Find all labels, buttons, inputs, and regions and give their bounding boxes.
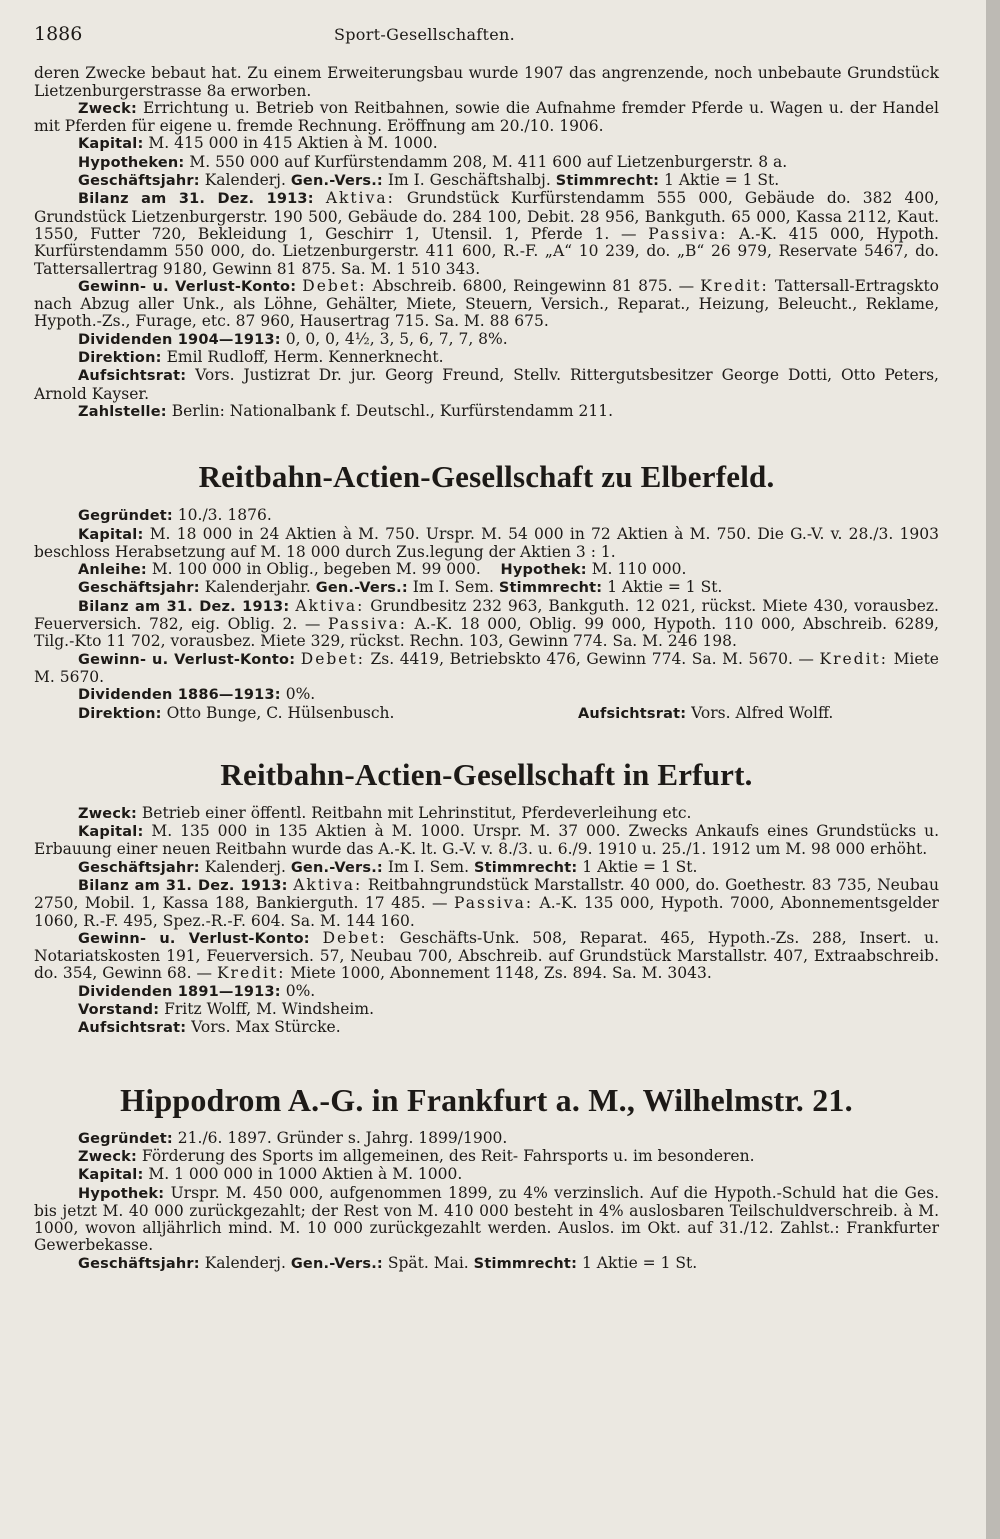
genvers-label: Gen.-Vers.: — [290, 1255, 383, 1272]
geschaeftsjahr-line — [34, 172, 939, 190]
bilanz-line — [34, 190, 939, 277]
zweck-text: Förderung des Sports im allgemeinen, des Reit- Fahrsports u. im besonderen. — [141, 1146, 755, 1165]
guv-label: Gewinn- u. Verlust-Konto: — [78, 930, 310, 947]
company-title-hippodrom: Hippodrom A.-G. in Frankfurt a. M., Wilhelmstr. 21. — [120, 1081, 853, 1118]
kapital-label: Kapital: — [78, 1167, 144, 1184]
bilanz-label: Bilanz am 31. Dez. 1913: — [78, 191, 314, 208]
geschaeftsjahr-label: Geschäftsjahr: — [78, 1255, 200, 1272]
bilanz-aktiva-text: Grundbesitz 232 963, Bankguth. 12 021, rückst. Miete 430, vorausbez. Feuerversich. 782, eig. Oblig. 2. — — [34, 596, 939, 634]
hypothek-label: Hypothek: — [78, 1185, 165, 1202]
entry-erfurt — [34, 805, 939, 1038]
zahlstelle-label: Zahlstelle: — [78, 403, 167, 420]
dividenden-text: 0, 0, 0, 4½, 3, 5, 6, 7, 7, 8%. — [285, 329, 508, 348]
stimmrecht-label: Stimmrecht: — [473, 859, 578, 876]
kapital-label: Kapital: — [78, 526, 144, 543]
aktiva-word: Aktiva: — [325, 189, 395, 208]
vorstand-line — [34, 1001, 939, 1019]
kapital-text: M. 135 000 in 135 Aktien à M. 1000. Urspr. M. 37 000. Zwecks Ankaufs eines Grundstücks u. Erbauung einer neuen Reitbahn wurde das A.-K. lt. G.-V. v. 8./3. u. 6./9. 1910 u. 25./1. 1912 um M. 98 000 erhöht. — [34, 822, 939, 859]
kapital-label: Kapital: — [78, 136, 144, 153]
bilanz-passiva-text: A.-K. 18 000, Oblig. 99 000, Hypoth. 110 000, Abschreib. 6289, Tilg.-Kto 11 702, vorausbez. Miete 329, rückst. Rechn. 103, Gewinn 774. Sa. M. 246 198. — [34, 615, 939, 651]
dividenden-label: Dividenden 1886—1913: — [78, 687, 281, 704]
anleihe-text: M. 100 000 in Oblig., begeben M. 99 000. — [151, 560, 481, 579]
guv-kredit-text: Tattersall-Ertragskto nach Abzug aller Unk., als Löhne, Gehälter, Miete, Steuern, Versich., Reparat., Heizung, Beleucht., Reklame, Hypoth.-Zs., Furage, etc. 87 960, Hausertrag 715. Sa. M. 88 675. — [34, 276, 940, 331]
debet-word: Debet: — [302, 276, 367, 295]
hypothek-line — [34, 1185, 939, 1255]
bilanz-line — [34, 877, 939, 930]
geschaeftsjahr-text: Kalenderjahr. — [204, 578, 311, 597]
zahlstelle-text: Berlin: Nationalbank f. Deutschl., Kurfürstendamm 211. — [171, 401, 613, 420]
geschaeftsjahr-text: Kalenderj. — [204, 1253, 286, 1272]
gegruendet-line — [34, 1130, 939, 1148]
passiva-word: Passiva: — [454, 894, 534, 913]
aufsichtsrat-text: Vors. Alfred Wolff. — [691, 703, 834, 722]
hypothek-text: M. 110 000. — [591, 560, 687, 579]
aufsichtsrat-cell — [534, 705, 833, 723]
guv-kredit-text: Miete 1000, Abonnement 1148, Zs. 894. Sa. M. 3043. — [290, 964, 712, 983]
page-number: 1886 — [34, 23, 83, 45]
genvers-text: Im I. Sem. — [412, 578, 494, 597]
anleihe-label: Anleihe: — [78, 562, 147, 579]
running-title: Sport-Gesellschaften. — [334, 25, 516, 44]
kredit-word: Kredit: — [819, 649, 888, 668]
guv-kredit-text: Miete M. 5670. — [34, 649, 939, 686]
debet-word: Debet: — [300, 649, 365, 668]
direktion-text: Otto Bunge, C. Hülsenbusch. — [166, 703, 395, 722]
zweck-label: Zweck: — [78, 100, 137, 117]
vorstand-label: Vorstand: — [78, 1002, 160, 1019]
gegruendet-text: 10./3. 1876. — [177, 506, 272, 525]
kapital-line — [34, 526, 939, 562]
dividenden-line — [34, 983, 939, 1001]
kredit-word: Kredit: — [216, 964, 286, 983]
genvers-label: Gen.-Vers.: — [315, 580, 408, 597]
kredit-word: Kredit: — [700, 276, 769, 295]
dividenden-label: Dividenden 1904—1913: — [78, 331, 281, 348]
guv-line — [34, 930, 939, 983]
aktiva-word: Aktiva: — [293, 875, 363, 894]
kapital-text: M. 18 000 in 24 Aktien à M. 750. Urspr. M. 54 000 in 72 Aktien à M. 750. Die G.-V. v. 28./3. 1903 beschloss Herabsetzung auf M. 18 000 durch Zus.legung der Aktien 3 : 1. — [34, 524, 939, 561]
genvers-label: Gen.-Vers.: — [290, 173, 383, 190]
bilanz-label: Bilanz am 31. Dez. 1913: — [78, 877, 288, 894]
aufsichtsrat-label: Aufsichtsrat: — [78, 368, 187, 385]
direktion-label: Direktion: — [78, 705, 162, 722]
gegruendet-line — [34, 507, 939, 525]
aufsichtsrat-label: Aufsichtsrat: — [78, 1020, 187, 1037]
genvers-label: Gen.-Vers.: — [290, 859, 383, 876]
bilanz-passiva-text: A.-K. 415 000, Hypoth. Kurfürstendamm 550 000, do. Lietzenburgerstr. 411 600, R.-F. „A“ 10 239, do. „B“ 26 979, Reservate 5467, do. Tattersallertrag 9180, Gewinn 81 875. Sa. M. 1 510 343. — [34, 224, 939, 278]
company-title-elberfeld: Reitbahn-Actien-Gesellschaft zu Elberfeld. — [198, 459, 775, 495]
dividenden-text: 0%. — [285, 981, 316, 1000]
dividenden-line — [34, 686, 939, 704]
gegruendet-text: 21./6. 1897. Gründer s. Jahrg. 1899/1900. — [177, 1128, 508, 1147]
dividenden-label: Dividenden 1891—1913: — [78, 983, 281, 1000]
page-header — [34, 23, 939, 45]
aufsichtsrat-line — [34, 367, 939, 403]
zweck-text: Betrieb einer öffentl. Reitbahn mit Lehrinstitut, Pferdeverleihung etc. — [141, 803, 692, 822]
bilanz-aktiva-text: Reitbahngrundstück Marstallstr. 40 000, do. Goethestr. 83 735, Neubau 2750, Mobil. 1, Kassa 188, Bankierguth. 17 485. — — [34, 875, 939, 913]
kapital-text: M. 1 000 000 in 1000 Aktien à M. 1000. — [148, 1165, 463, 1184]
guv-label: Gewinn- u. Verlust-Konto: — [78, 278, 297, 295]
bilanz-label: Bilanz am 31. Dez. 1913: — [78, 598, 290, 615]
passiva-word: Passiva: — [648, 224, 728, 243]
guv-debet-text: Abschreib. 6800, Reingewinn 81 875. — — [372, 276, 695, 295]
document-page — [34, 23, 940, 1273]
hypothek-label: Hypothek: — [500, 562, 587, 579]
vorstand-text: Fritz Wolff, M. Windsheim. — [164, 1000, 375, 1019]
stimmrecht-label: Stimmrecht: — [498, 580, 603, 597]
genvers-text: Im I. Geschäftshalbj. — [387, 171, 551, 190]
entry-hippodrom — [34, 1130, 939, 1273]
zweck-line — [34, 1148, 939, 1166]
zweck-line — [34, 100, 939, 136]
kapital-line — [34, 1166, 939, 1184]
kapital-line — [34, 135, 939, 153]
geschaeftsjahr-line — [34, 859, 939, 877]
stimmrecht-text: 1 Aktie = 1 St. — [664, 171, 780, 190]
direktion-aufsichtsrat-line — [34, 705, 939, 723]
guv-debet-text: Geschäfts-Unk. 508, Reparat. 465, Hypoth.-Zs. 288, Insert. u. Notariatskosten 191, Feuerversich. 57, Neubau 700, Abschreib. auf Grundstück Marstallstr. 407, Extraabschreib. do. 354, Gewinn 68. — — [34, 928, 939, 983]
zweck-text: Errichtung u. Betrieb von Reitbahnen, sowie die Aufnahme fremder Pferde u. Wagen u. der Handel mit Pferden für eigene u. fremde Rechnung. Eröffnung am 20./10. 1906. — [34, 98, 939, 136]
aktiva-word: Aktiva: — [295, 596, 365, 615]
intro-text: deren Zwecke bebaut hat. Zu einem Erweiterungsbau wurde 1907 das angrenzende, noch unbebaute Grundstück Lietzenburgerstrasse 8a erworben. — [34, 64, 939, 100]
geschaeftsjahr-label: Geschäftsjahr: — [78, 173, 200, 190]
direktion-cell — [34, 705, 534, 723]
guv-line — [34, 651, 939, 687]
company-title-erfurt: Reitbahn-Actien-Gesellschaft in Erfurt. — [220, 756, 753, 792]
geschaeftsjahr-line — [34, 579, 939, 597]
hypotheken-label: Hypotheken: — [78, 154, 185, 171]
genvers-text: Spät. Mai. — [387, 1253, 469, 1272]
guv-line — [34, 278, 939, 331]
dividenden-text: 0%. — [285, 685, 316, 704]
stimmrecht-text: 1 Aktie = 1 St. — [607, 578, 723, 597]
bilanz-aktiva-text: Grundstück Kurfürstendamm 555 000, Gebäude do. 382 400, Grundstück Lietzenburgerstr. 190 500, Gebäude do. 284 100, Debit. 28 956, Bankguth. 65 000, Kassa 2112, Kaut. 1550, Futter 720, Bekleidung 1, Geschirr 1, Utensil. 1, Pferde 1. — — [34, 189, 939, 243]
page-edge — [986, 0, 1000, 1539]
hypothek-text: Urspr. M. 450 000, aufgenommen 1899, zu 4% verzinslich. Auf die Hypoth.-Schuld hat die Ges. bis jetzt M. 40 000 zurückgezahlt; der Rest von M. 410 000 besteht in 4% auslosbaren Teilschuldverschreib. à M. 1000, wovon alljährlich mind. M. 10 000 zurückgezahlt werden. Auslos. im Okt. auf 31./12. Zahlst.: Frankfurter Gewerbekasse. — [34, 1183, 939, 1255]
debet-word: Debet: — [322, 928, 387, 947]
kapital-line — [34, 823, 939, 859]
passiva-word: Passiva: — [327, 615, 407, 634]
geschaeftsjahr-label: Geschäftsjahr: — [78, 859, 200, 876]
gegruendet-label: Gegründet: — [78, 1130, 173, 1147]
aufsichtsrat-text: Vors. Max Stürcke. — [191, 1018, 341, 1037]
direktion-label: Direktion: — [78, 350, 162, 367]
aufsichtsrat-text: Vors. Justizrat Dr. jur. Georg Freund, Stellv. Rittergutsbesitzer George Dotti, Otto Peters, Arnold Kayser. — [34, 366, 939, 403]
zweck-line — [34, 805, 939, 823]
kapital-text: M. 415 000 in 415 Aktien à M. 1000. — [148, 134, 438, 153]
zweck-label: Zweck: — [78, 1148, 137, 1165]
aufsichtsrat-label: Aufsichtsrat: — [578, 705, 687, 722]
stimmrecht-label: Stimmrecht: — [473, 1255, 578, 1272]
direktion-line — [34, 349, 939, 367]
hypotheken-line — [34, 154, 939, 172]
geschaeftsjahr-label: Geschäftsjahr: — [78, 580, 200, 597]
gegruendet-label: Gegründet: — [78, 508, 173, 525]
zahlstelle-line — [34, 403, 939, 421]
bilanz-line — [34, 598, 939, 651]
geschaeftsjahr-line — [34, 1255, 939, 1273]
bilanz-passiva-text: A.-K. 135 000, Hypoth. 7000, Abonnementsgelder 1060, R.-F. 495, Spez.-R.-F. 604. Sa. M. 144 160. — [34, 894, 939, 930]
anleihe-line — [34, 561, 939, 579]
kapital-label: Kapital: — [78, 824, 144, 841]
guv-debet-text: Zs. 4419, Betriebskto 476, Gewinn 774. Sa. M. 5670. — — [370, 649, 814, 668]
aufsichtsrat-line — [34, 1019, 939, 1037]
stimmrecht-text: 1 Aktie = 1 St. — [582, 857, 698, 876]
geschaeftsjahr-text: Kalenderj. — [204, 857, 286, 876]
geschaeftsjahr-text: Kalenderj. — [204, 171, 286, 190]
entry-continued — [34, 65, 939, 421]
zweck-label: Zweck: — [78, 805, 137, 822]
direktion-text: Emil Rudloff, Herm. Kennerknecht. — [166, 348, 444, 367]
stimmrecht-text: 1 Aktie = 1 St. — [582, 1253, 698, 1272]
stimmrecht-label: Stimmrecht: — [555, 173, 660, 190]
entry-elberfeld — [34, 507, 939, 723]
dividenden-line — [34, 331, 939, 349]
genvers-text: Im I. Sem. — [387, 857, 469, 876]
hypotheken-text: M. 550 000 auf Kurfürstendamm 208, M. 411 600 auf Lietzenburgerstr. 8 a. — [189, 152, 788, 171]
guv-label: Gewinn- u. Verlust-Konto: — [78, 651, 296, 668]
